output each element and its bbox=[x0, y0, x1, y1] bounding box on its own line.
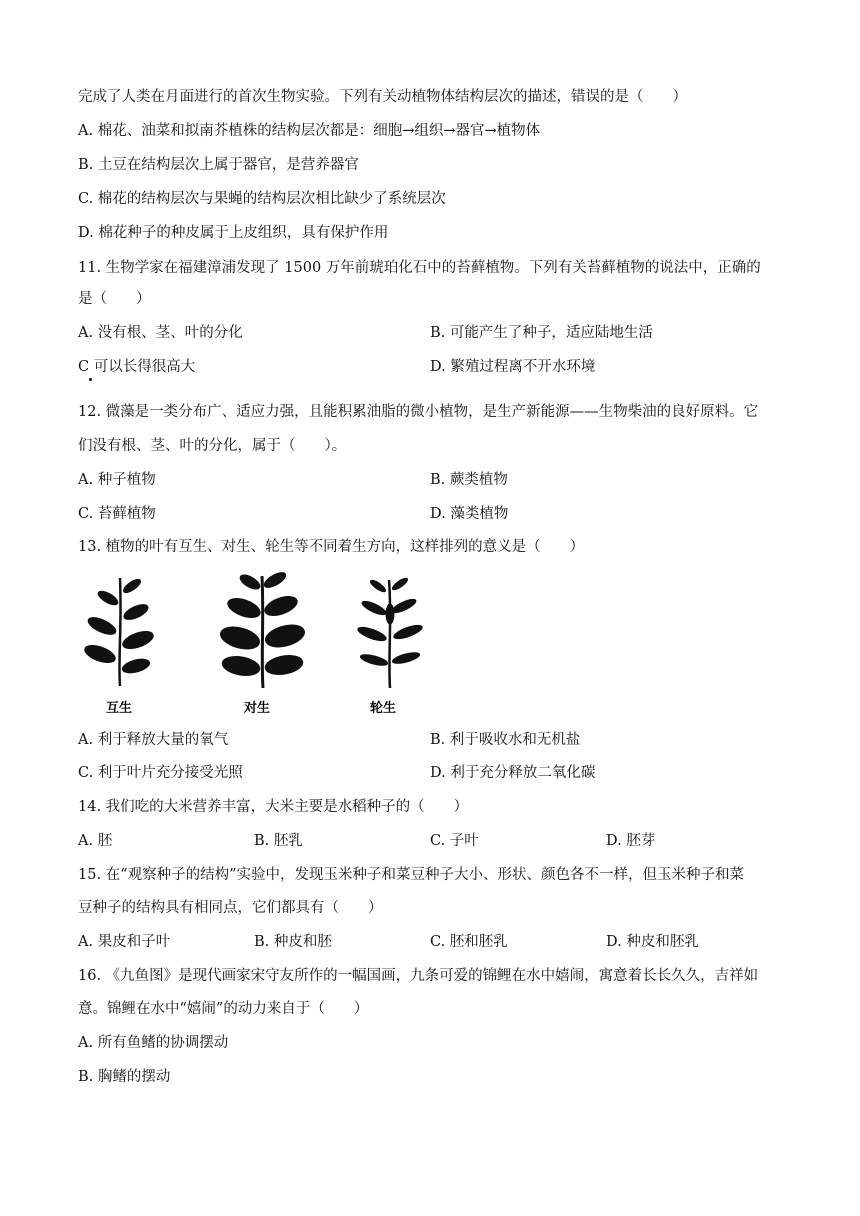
q14-stem: 14. 我们吃的大米营养丰富，大米主要是水稻种子的（ ） bbox=[78, 799, 469, 815]
q12-stem-line2: 们没有根、茎、叶的分化，属于（ ）。 bbox=[78, 438, 347, 454]
stray-dot bbox=[89, 378, 92, 381]
q13-option-a: A. 利于释放大量的氧气 bbox=[78, 732, 229, 748]
q13-option-d: D. 利于充分释放二氧化碳 bbox=[430, 765, 596, 781]
q15-option-d: D. 种皮和胚乳 bbox=[606, 934, 699, 950]
q11-option-a: A. 没有根、茎、叶的分化 bbox=[78, 325, 243, 341]
q12-option-d: D. 藻类植物 bbox=[430, 506, 509, 522]
q15-option-c: C. 胚和胚乳 bbox=[430, 934, 508, 950]
q12-stem-line1: 12. 微藻是一类分布广、适应力强，且能积累油脂的微小植物，是生产新能源——生物柴油的良好原料。它 bbox=[78, 404, 759, 420]
q12-option-a: A. 种子植物 bbox=[78, 472, 156, 488]
q15-option-b: B. 种皮和胚 bbox=[254, 934, 332, 950]
q10-stem: 完成了人类在月面进行的首次生物实验。下列有关动植物体结构层次的描述，错误的是（ ） bbox=[78, 89, 687, 105]
q10-option-a: A. 棉花、油菜和拟南芥植株的结构层次都是：细胞→组织→器官→植物体 bbox=[78, 123, 541, 139]
q14-option-d: D. 胚芽 bbox=[606, 833, 656, 849]
q11-option-c: C 可以长得很高大 bbox=[78, 359, 196, 375]
q10-option-b: B. 土豆在结构层次上属于器官，是营养器官 bbox=[78, 157, 359, 173]
label-alternate: 互生 bbox=[106, 701, 133, 716]
leaf-arrangement-figure bbox=[78, 568, 438, 718]
plant-alternate-illustration bbox=[83, 577, 156, 686]
label-whorled: 轮生 bbox=[370, 701, 397, 716]
q11-option-d: D. 繁殖过程离不开水环境 bbox=[430, 359, 596, 375]
q15-stem-line1: 15. 在“观察种子的结构”实验中，发现玉米种子和菜豆种子大小、形状、颜色各不一样，但玉米种子和菜 bbox=[78, 867, 744, 883]
q15-option-a: A. 果皮和子叶 bbox=[78, 934, 171, 950]
plant-whorled-illustration bbox=[356, 576, 423, 688]
q11-stem-line1: 11. 生物学家在福建漳浦发现了 1500 万年前琥珀化石中的苔藓植物。下列有关苔藓植物的说法中，正确的 bbox=[78, 260, 761, 276]
q12-option-b: B. 蕨类植物 bbox=[430, 472, 508, 488]
q13-option-c: C. 利于叶片充分接受光照 bbox=[78, 765, 243, 781]
q12-option-c: C. 苔藓植物 bbox=[78, 506, 156, 522]
label-opposite: 对生 bbox=[244, 701, 271, 716]
q16-stem-line2: 意。锦鲤在水中“嬉闹”的动力来自于（ ） bbox=[78, 1001, 369, 1017]
q10-option-c: C. 棉花的结构层次与果蝇的结构层次相比缺少了系统层次 bbox=[78, 191, 446, 207]
q16-stem-line1: 16. 《九鱼图》是现代画家宋守友所作的一幅国画，九条可爱的锦鲤在水中嬉闹，寓意着长长久久，吉祥如 bbox=[78, 968, 759, 984]
q16-option-b: B. 胸鳍的摆动 bbox=[78, 1069, 171, 1085]
q11-stem-line2: 是（ ） bbox=[78, 291, 151, 307]
q10-option-d: D. 棉花种子的种皮属于上皮组织，具有保护作用 bbox=[78, 225, 389, 241]
plant-opposite-illustration bbox=[218, 570, 307, 688]
q14-option-a: A. 胚 bbox=[78, 833, 113, 849]
q13-stem: 13. 植物的叶有互生、对生、轮生等不同着生方向，这样排列的意义是（ ） bbox=[78, 539, 585, 555]
q16-option-a: A. 所有鱼鳍的协调摆动 bbox=[78, 1035, 229, 1051]
q14-option-c: C. 子叶 bbox=[430, 833, 479, 849]
q11-option-b: B. 可能产生了种子，适应陆地生活 bbox=[430, 325, 653, 341]
q13-option-b: B. 利于吸收水和无机盐 bbox=[430, 732, 581, 748]
q15-stem-line2: 豆种子的结构具有相同点，它们都具有（ ） bbox=[78, 900, 383, 916]
q14-option-b: B. 胚乳 bbox=[254, 833, 303, 849]
